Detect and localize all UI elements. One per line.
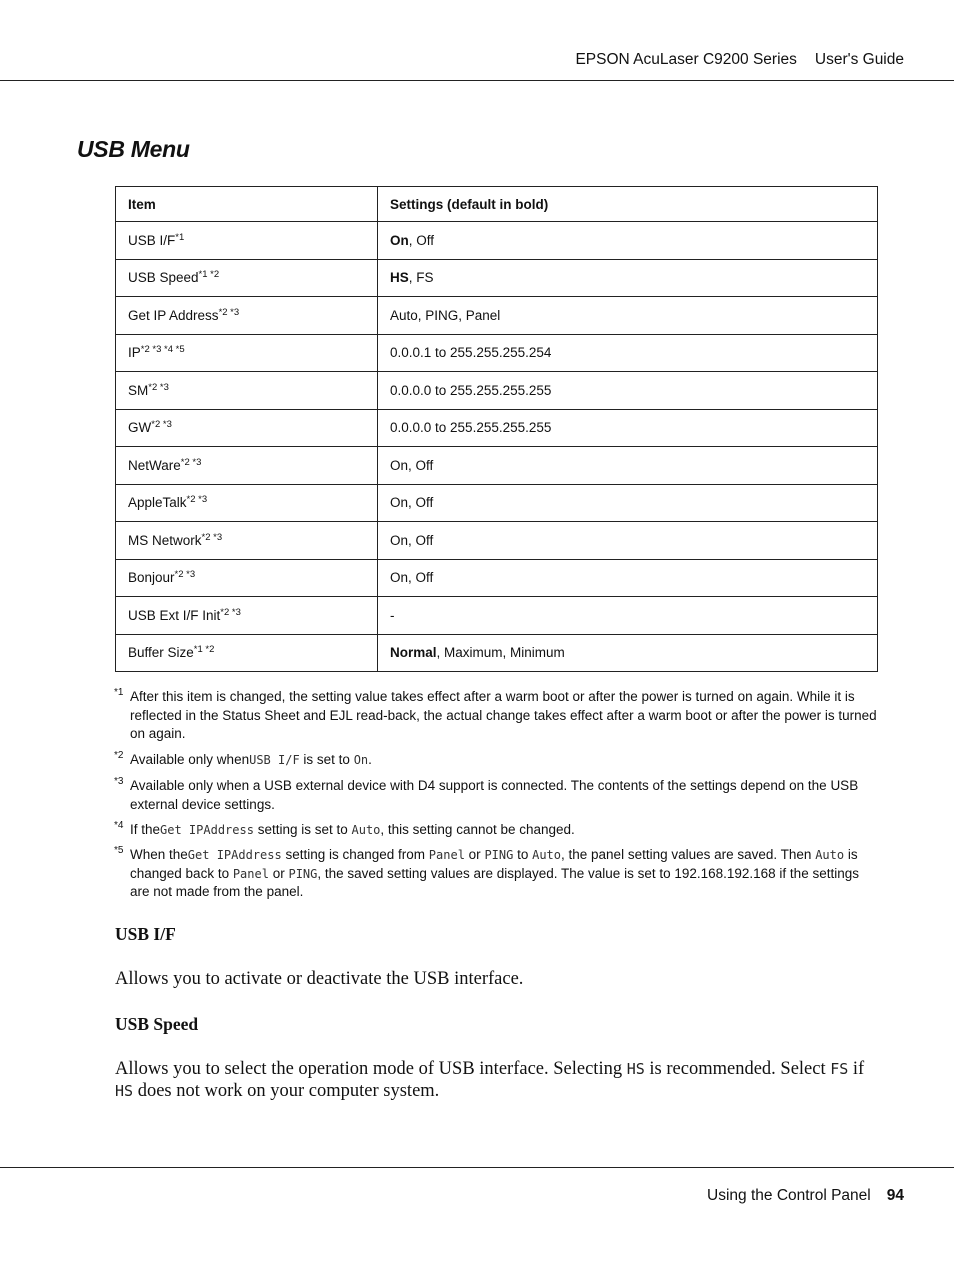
row-settings: - bbox=[378, 597, 878, 635]
row-settings: 0.0.0.1 to 255.255.255.254 bbox=[378, 334, 878, 372]
footer-section: Using the Control Panel bbox=[707, 1187, 871, 1204]
table-row bbox=[116, 409, 878, 447]
table-row bbox=[116, 297, 878, 335]
section-body-usb-if: Allows you to activate or deactivate the USB interface. bbox=[115, 969, 524, 989]
row-item: USB Ext I/F Init$^{*2 *3}$ bbox=[116, 597, 378, 635]
page-number: 94 bbox=[886, 1187, 904, 1204]
row-item: USB $I/F^{*1}$ bbox=[116, 222, 378, 260]
footnote-3: *3 Available only when a USB external device with D4 support is connected. The contents of the settings depend on the USB external device settings. bbox=[114, 776, 859, 812]
row-settings: Auto, PING, Panel bbox=[378, 297, 878, 335]
header-rule bbox=[0, 80, 954, 81]
table-header-row bbox=[116, 187, 878, 222]
table-row bbox=[116, 634, 878, 672]
footer-rule bbox=[0, 1167, 954, 1168]
table-row bbox=[116, 484, 878, 522]
footnote-4: *4 If theGet IPAddress setting is set to Auto, this setting cannot be changed. bbox=[114, 820, 575, 837]
row-item: Buffer Size$^{*1 *2}$ bbox=[116, 634, 378, 672]
row-item: Get IP Address$^{*2 *3}$ bbox=[116, 297, 378, 335]
row-settings: On, Off bbox=[378, 447, 878, 485]
footnote-2: *2 Available only whenUSB I/F is set to On. bbox=[114, 750, 372, 767]
row-item: AppleTalk$^{*2 *3}$ bbox=[116, 484, 378, 522]
row-item: $GW^{*2 *3}$ bbox=[116, 409, 378, 447]
row-settings: On, Off bbox=[378, 522, 878, 560]
col-header-item: Item bbox=[116, 187, 378, 222]
table-row bbox=[116, 259, 878, 297]
table-row bbox=[116, 559, 878, 597]
table-row bbox=[116, 372, 878, 410]
col-header-settings: Settings (default in bold) bbox=[378, 187, 878, 222]
running-header bbox=[575, 51, 904, 69]
row-settings: On, Off bbox=[378, 484, 878, 522]
section-heading-usb-if: USB I/F bbox=[115, 924, 176, 944]
header-product: EPSON AcuLaser C9200 Series bbox=[575, 51, 797, 68]
row-item: $IP^{*2 *3 *4 *5}$ bbox=[116, 334, 378, 372]
table-row bbox=[116, 522, 878, 560]
section-body-usb-speed: Allows you to select the operation mode of USB interface. Selecting HS is recommended. Select FS if HS does not work on your computer system. bbox=[115, 1059, 865, 1101]
page-title: USB Menu bbox=[77, 136, 190, 162]
running-footer bbox=[707, 1187, 904, 1205]
footnote-5: *5 When theGet IPAddress setting is changed from Panel or PING to Auto, the panel setting values are saved. Then Auto is changed back to Panel or PING, the saved setting values are displayed. The value is set to 192.168.192.168 if the settings are not made from the panel. bbox=[114, 845, 859, 899]
footnote-1: *1 After this item is changed, the setting value takes effect after a warm boot or after the power is turned on again. While it is reflected in the Status Sheet and EJL read-back, the actual change takes effect after a warm boot or after the power is turned on again. bbox=[114, 687, 877, 741]
row-item: MS Network$^{*2 *3}$ bbox=[116, 522, 378, 560]
table-row bbox=[116, 334, 878, 372]
row-settings: Normal, Maximum, Minimum bbox=[378, 634, 878, 672]
row-settings: HS, FS bbox=[378, 259, 878, 297]
row-settings: 0.0.0.0 to 255.255.255.255 bbox=[378, 409, 878, 447]
section-heading-usb-speed: USB Speed bbox=[115, 1014, 199, 1034]
row-settings: On, Off bbox=[378, 222, 878, 260]
usb-menu-table bbox=[115, 186, 878, 672]
row-item: NetWare$^{*2 *3}$ bbox=[116, 447, 378, 485]
table-row bbox=[116, 222, 878, 260]
row-item: $SM^{*2 *3}$ bbox=[116, 372, 378, 410]
header-guide: User's Guide bbox=[814, 51, 904, 68]
table-row bbox=[116, 597, 878, 635]
row-settings: On, Off bbox=[378, 559, 878, 597]
table-row bbox=[116, 447, 878, 485]
row-item: Bonjour$^{*2 *3}$ bbox=[116, 559, 378, 597]
row-settings: 0.0.0.0 to 255.255.255.255 bbox=[378, 372, 878, 410]
row-item: USB Speed$^{*1 *2}$ bbox=[116, 259, 378, 297]
